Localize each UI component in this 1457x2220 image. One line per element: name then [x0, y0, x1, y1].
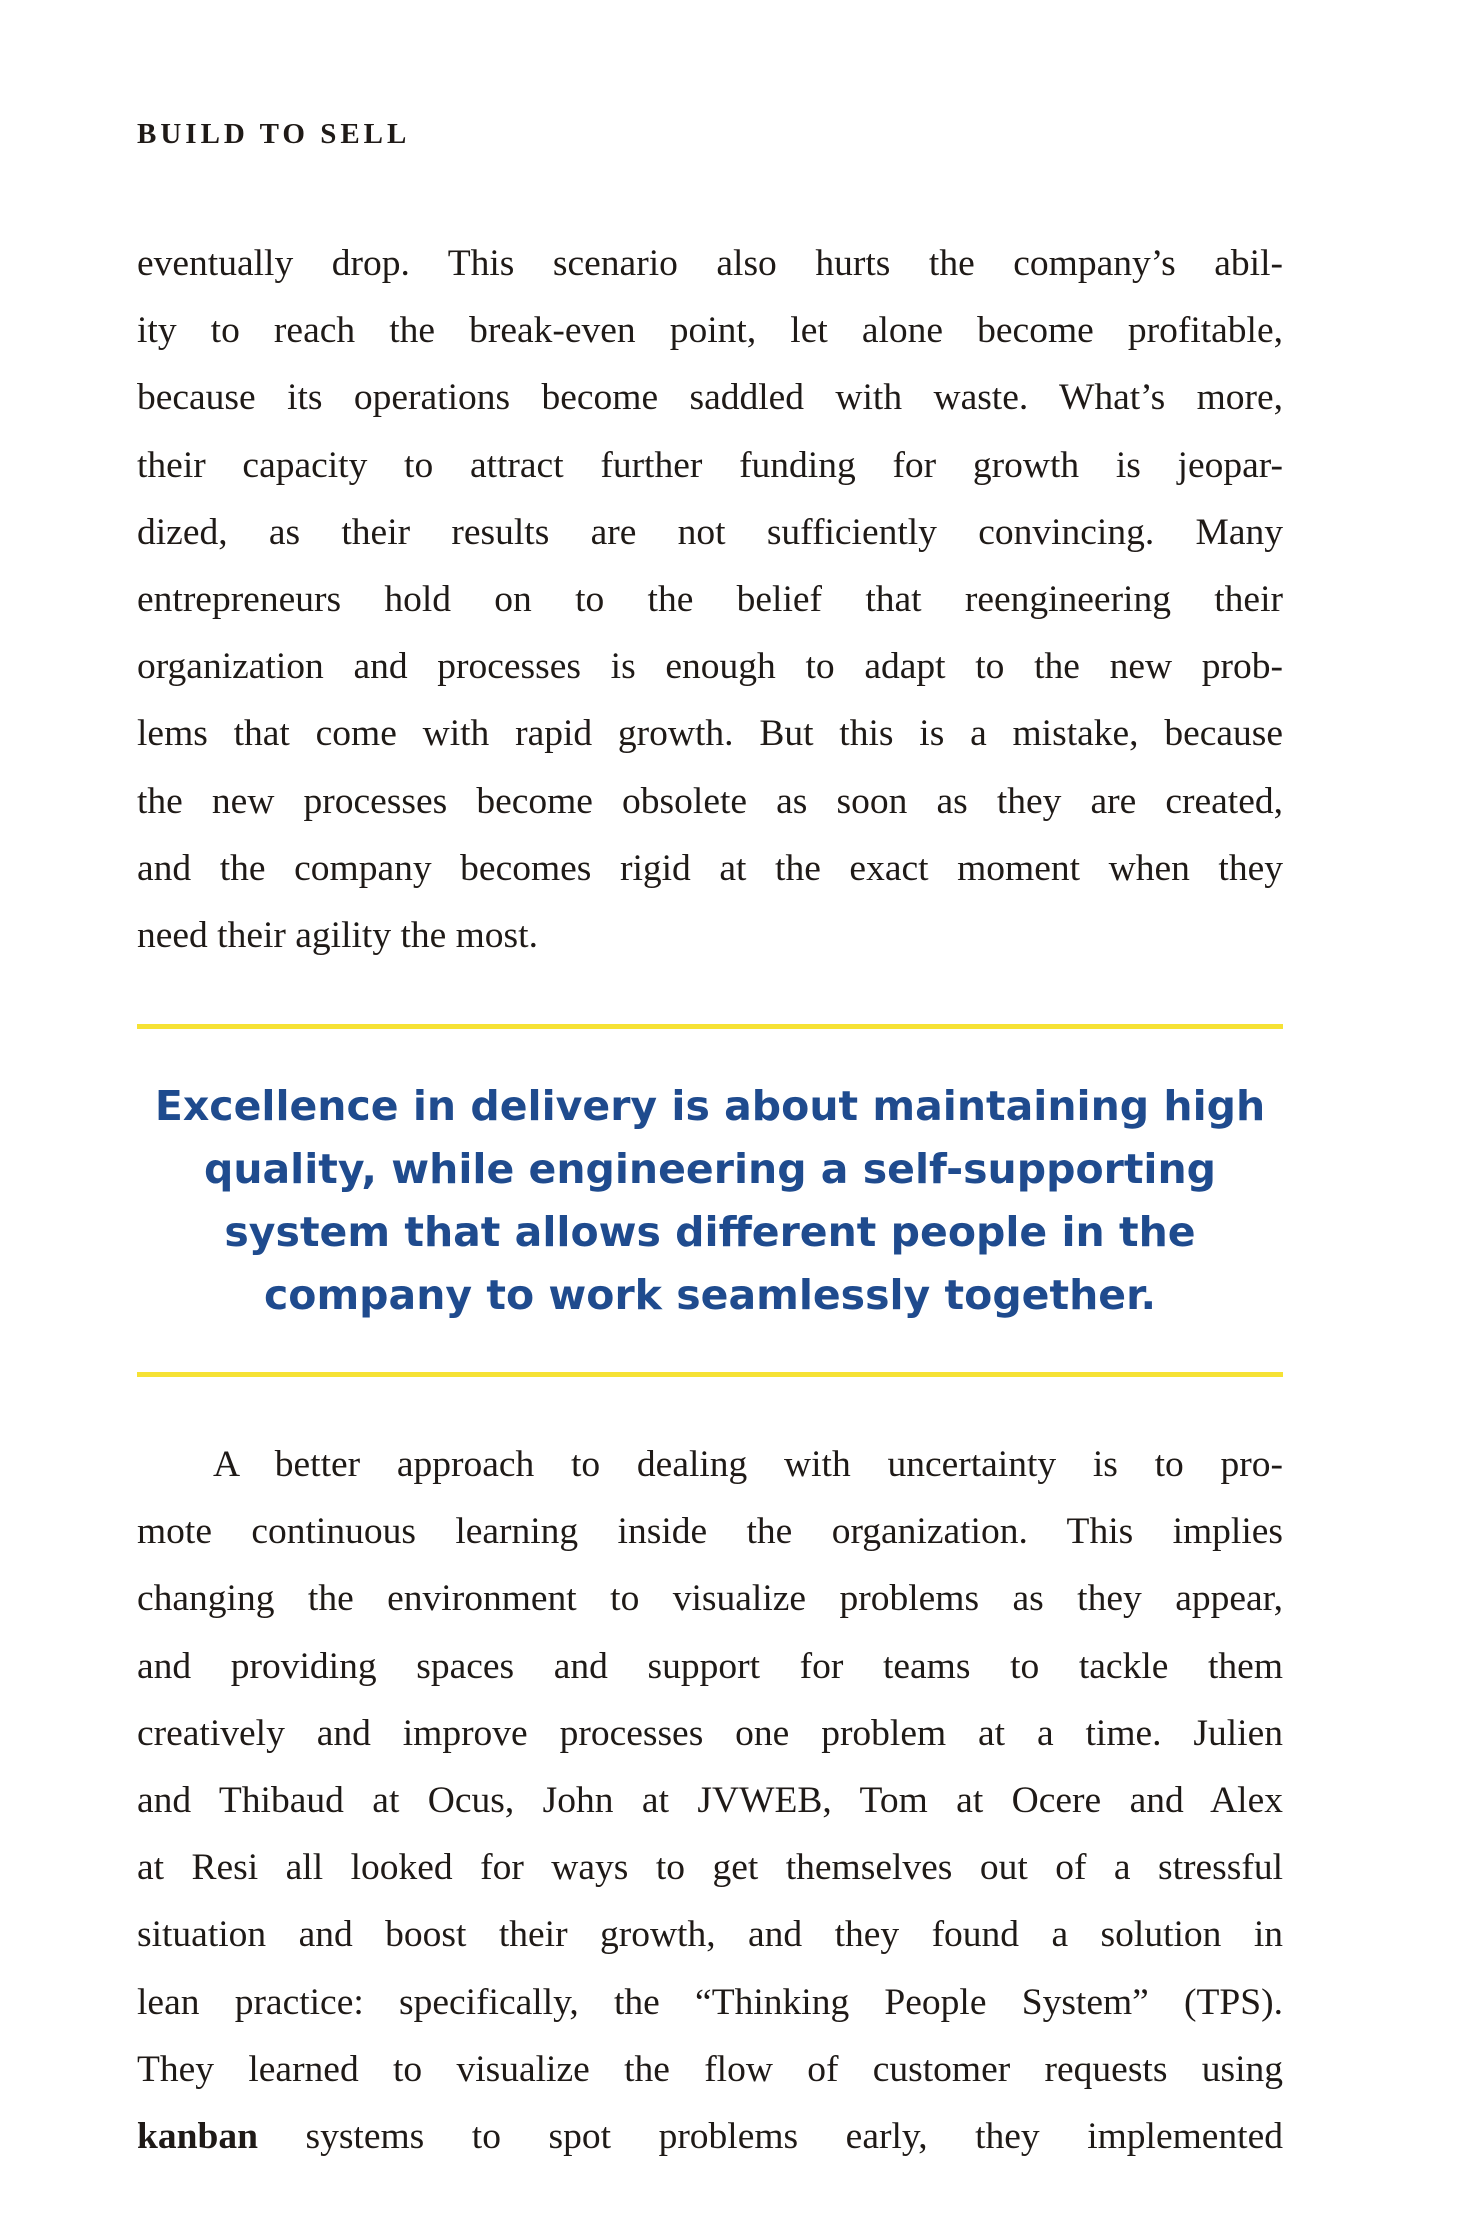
text-line: and providing spaces and support for teams to tackle them: [137, 1645, 1283, 1687]
text-line: the new processes become obsolete as soon as they are created,: [137, 780, 1283, 822]
text-line: A better approach to dealing with uncertainty is to pro-: [213, 1444, 1283, 1485]
text-line: situation and boost their growth, and they found a solution in: [137, 1914, 1283, 1956]
pull-quote: [137, 1075, 1283, 1327]
pull-quote-line: Excellence in delivery is about maintaining high: [154, 1082, 1266, 1130]
text-line-rest: systems to spot problems early, they implemented: [257, 2115, 1283, 2157]
pull-quote-line: system that allows different people in the: [224, 1208, 1196, 1256]
pull-quote-bottom-rule: [137, 1372, 1283, 1377]
pull-quote-top-rule: [137, 1024, 1283, 1029]
text-line: mote continuous learning inside the organization. This implies: [137, 1511, 1283, 1553]
running-head: BUILD TO SELL: [137, 118, 411, 150]
text-line: entrepreneurs hold on to the belief that reengineering their: [137, 578, 1283, 620]
text-line: because its operations become saddled with waste. What’s more,: [137, 377, 1283, 419]
text-line: eventually drop. This scenario also hurts the company’s abil-: [137, 243, 1283, 284]
text-line: and Thibaud at Ocus, John at JVWEB, Tom at Ocere and Alex: [137, 1779, 1283, 1821]
text-line: organization and processes is enough to adapt to the new prob-: [137, 646, 1283, 688]
text-line: dized, as their results are not sufficiently convincing. Many: [137, 511, 1283, 553]
text-line: at Resi all looked for ways to get themselves out of a stressful: [137, 1847, 1283, 1889]
paragraph-2: [137, 1431, 1283, 2170]
text-line: lean practice: specifically, the “Thinking People System” (TPS).: [137, 1981, 1283, 2023]
text-line: lems that come with rapid growth. But this is a mistake, because: [137, 713, 1283, 755]
text-line: their capacity to attract further funding for growth is jeopar-: [137, 444, 1283, 486]
text-line: [137, 2103, 1283, 2170]
kanban-term: kanban: [137, 2115, 258, 2157]
text-line: changing the environment to visualize problems as they appear,: [137, 1578, 1283, 1620]
pull-quote-line: company to work seamlessly together.: [263, 1271, 1157, 1319]
pull-quote-line: quality, while engineering a self-supporting: [203, 1145, 1217, 1193]
text-line: They learned to visualize the flow of customer requests using: [137, 2048, 1283, 2090]
text-line: ity to reach the break-even point, let alone become profitable,: [137, 310, 1283, 352]
paragraph-1: [137, 230, 1283, 969]
text-line: and the company becomes rigid at the exact moment when they: [137, 847, 1283, 889]
text-line: need their agility the most.: [137, 914, 538, 956]
text-line: creatively and improve processes one problem at a time. Julien: [137, 1712, 1283, 1754]
